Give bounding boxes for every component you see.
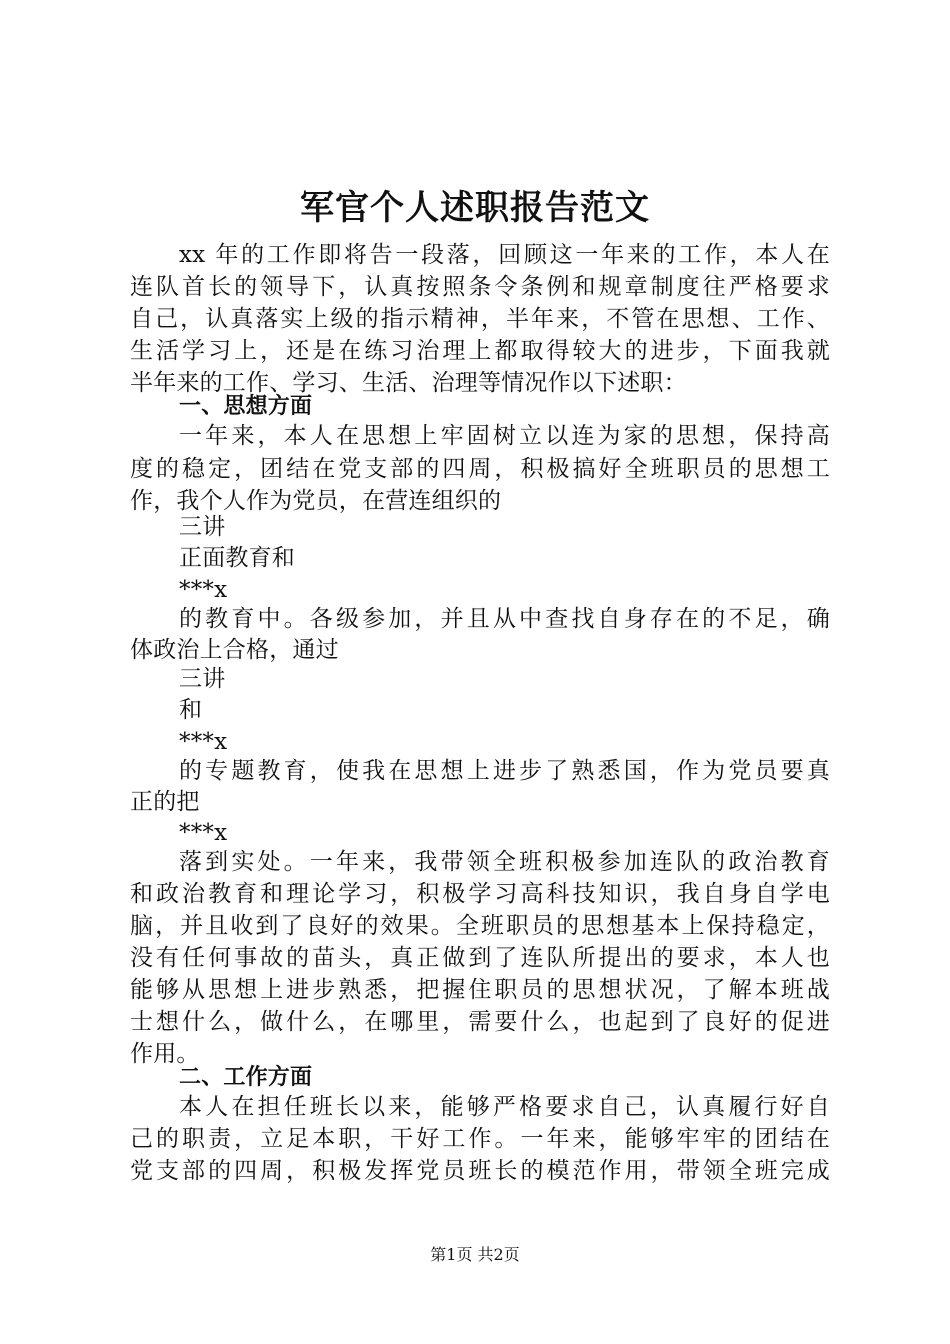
text-line: ***x	[179, 729, 228, 755]
section-heading: 一、思想方面	[179, 394, 313, 419]
text-line: 没有任何事故的苗头，真正做到了连队所提出的要求，本人也	[130, 945, 830, 971]
text-line: 和	[179, 697, 203, 723]
text-line: 和政治教育和理论学习，积极学习高科技知识，我自身自学电	[130, 881, 830, 907]
text-line: 落到实处。一年来，我带领全班积极参加连队的政治教育	[179, 849, 830, 875]
page-footer: 第1页 共2页	[430, 1245, 520, 1264]
text-line: 党支部的四周，积极发挥党员班长的模范作用，带领全班完成	[130, 1158, 830, 1184]
section-heading: 二、工作方面	[179, 1065, 313, 1090]
text-line: 作，我个人作为党员，在营连组织的	[130, 488, 502, 514]
text-line: 连队首长的领导下，认真按照条令条例和规章制度往严格要求	[130, 274, 830, 300]
text-line: 三讲	[179, 666, 226, 692]
text-line: 自己，认真落实上级的指示精神，半年来，不管在思想、工作、	[130, 306, 830, 332]
text-line: 己的职责，立足本职，干好工作。一年来，能够牢牢的团结在	[130, 1126, 830, 1152]
text-line: 正面教育和	[179, 545, 295, 571]
text-line: 能够从思想上进步熟悉，把握住职员的思想状况，了解本班战	[130, 977, 830, 1003]
text-line: ***x	[179, 577, 228, 603]
text-line: 三讲	[179, 514, 226, 540]
document-title: 军官个人述职报告范文	[300, 188, 650, 228]
text-line: xx 年的工作即将告一段落，回顾这一年来的工作，本人在	[179, 242, 830, 268]
text-line: 士想什么，做什么，在哪里，需要什么，也起到了良好的促进	[130, 1009, 830, 1035]
text-line: 脑，并且收到了良好的效果。全班职员的思想基本上保持稳定，	[130, 913, 830, 939]
text-line: 的专题教育，使我在思想上进步了熟悉国，作为党员要真	[179, 758, 830, 784]
text-line: ***x	[179, 820, 228, 846]
text-line: 本人在担任班长以来，能够严格要求自己，认真履行好自	[179, 1094, 830, 1120]
text-line: 体政治上合格，通过	[130, 637, 339, 663]
text-line: 度的稳定，团结在党支部的四周，积极搞好全班职员的思想工	[130, 456, 830, 482]
text-line: 一年来，本人在思想上牢固树立以连为家的思想，保持高	[179, 423, 830, 449]
text-line: 的教育中。各级参加，并且从中查找自身存在的不足，确	[179, 606, 830, 632]
text-line: 生活学习上，还是在练习治理上都取得较大的进步，下面我就	[130, 338, 830, 364]
text-line: 作用。	[130, 1041, 200, 1067]
text-line: 半年来的工作、学习、生活、治理等情况作以下述职：	[130, 370, 687, 396]
text-line: 正的把	[130, 789, 200, 815]
